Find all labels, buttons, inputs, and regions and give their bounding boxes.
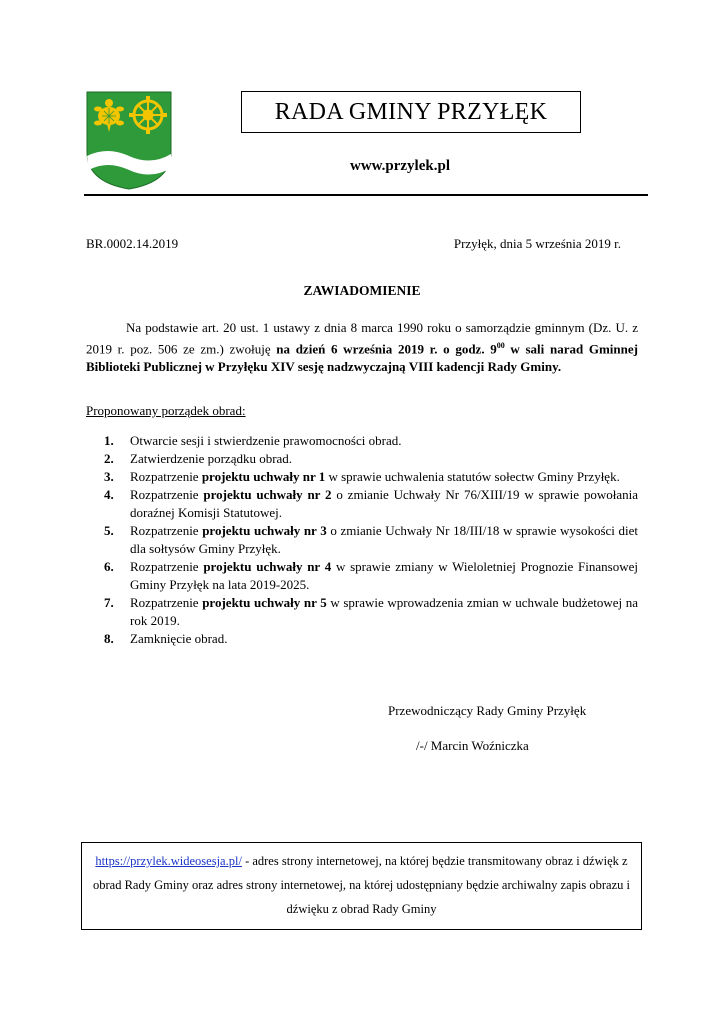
- agenda-item-text: Rozpatrzenie projektu uchwały nr 5 w sprawie wprowadzenia zmian w uchwale budżetowej na rok 2019.: [130, 595, 638, 628]
- agenda-item-number: 7.: [104, 595, 114, 610]
- agenda-item-text: Rozpatrzenie projektu uchwały nr 3 o zmianie Uchwały Nr 18/III/18 w sprawie wysokości diet dla sołtysów Gminy Przyłęk.: [130, 523, 639, 556]
- intro-bold-date: na dzień 6 września 2019 r. o godz. 9: [276, 341, 497, 357]
- intro-bold-venue: w sali narad Gminnej Biblioteki Publicznej w Przyłęku XIV sesję nadzwyczajną VIII kadencji Rady Gminy.: [86, 341, 638, 375]
- agenda-item-number: 2.: [104, 451, 114, 466]
- agenda-list: [86, 432, 638, 648]
- agenda-item-number: 5.: [104, 523, 114, 538]
- header-divider: [84, 194, 648, 196]
- agenda-item: [86, 558, 638, 594]
- footer-notice: [81, 842, 642, 930]
- signature-role: Przewodniczący Rady Gminy Przyłęk: [388, 703, 587, 718]
- agenda-item: [86, 486, 638, 522]
- agenda-item: [86, 594, 638, 630]
- agenda-item-number: 6.: [104, 559, 114, 574]
- footer-text: - adres strony internetowej, na której będzie transmitowany obraz i dźwięk z obrad Rady Gminy oraz adres strony internetowej, na której udostępniany będzie archiwalny zapis obrazu i dźwięku z obrad Rady Gminy: [93, 854, 630, 916]
- wideosesja-link[interactable]: https://przylek.wideosesja.pl/: [95, 854, 242, 868]
- agenda-item-number: 4.: [104, 487, 114, 502]
- document-date: Przyłęk, dnia 5 września 2019 r.: [453, 236, 621, 251]
- document-heading: ZAWIADOMIENIE: [303, 283, 421, 298]
- coat-of-arms-icon: [85, 90, 173, 190]
- agenda-item: [86, 432, 638, 450]
- intro-time-minutes: 00: [496, 341, 505, 350]
- agenda-item-text: Zamknięcie obrad.: [130, 631, 228, 646]
- agenda-item-text: Otwarcie sesji i stwierdzenie prawomocności obrad.: [130, 433, 402, 448]
- agenda-item: [86, 522, 638, 558]
- reference-number: BR.0002.14.2019: [86, 236, 179, 251]
- agenda-item-number: 3.: [104, 469, 114, 484]
- intro-paragraph: [86, 319, 638, 376]
- agenda-item-number: 8.: [104, 631, 114, 646]
- website-text: www.przylek.pl: [349, 158, 450, 174]
- agenda-title: Proponowany porządek obrad:: [86, 403, 246, 418]
- agenda-item-number: 1.: [104, 433, 114, 448]
- agenda-item-text: Rozpatrzenie projektu uchwały nr 2 o zmianie Uchwały Nr 76/XIII/19 w sprawie powołania doraźnej Komisji Statutowej.: [130, 487, 638, 520]
- agenda-item: [86, 468, 638, 486]
- council-title: RADA GMINY PRZYŁĘK: [241, 91, 581, 133]
- agenda-item-text: Rozpatrzenie projektu uchwały nr 1 w sprawie uchwalenia statutów sołectw Gminy Przyłęk.: [130, 469, 620, 484]
- agenda-item-text: Zatwierdzenie porządku obrad.: [130, 451, 293, 466]
- agenda-item: [86, 630, 638, 648]
- signature-name: /-/ Marcin Woźniczka: [416, 738, 529, 753]
- agenda-item: [86, 450, 638, 468]
- intro-text-1: Na podstawie art. 20 ust. 1 ustawy z dnia 8 marca 1990 roku o samorządzie gminnym (Dz. U. z 2019 r. poz. 506 ze zm.) zwołuję: [86, 320, 638, 357]
- agenda-item-text: Rozpatrzenie projektu uchwały nr 4 w sprawie zmiany w Wieloletniej Prognozie Finansowej Gminy Przyłęk na lata 2019-2025.: [130, 559, 638, 592]
